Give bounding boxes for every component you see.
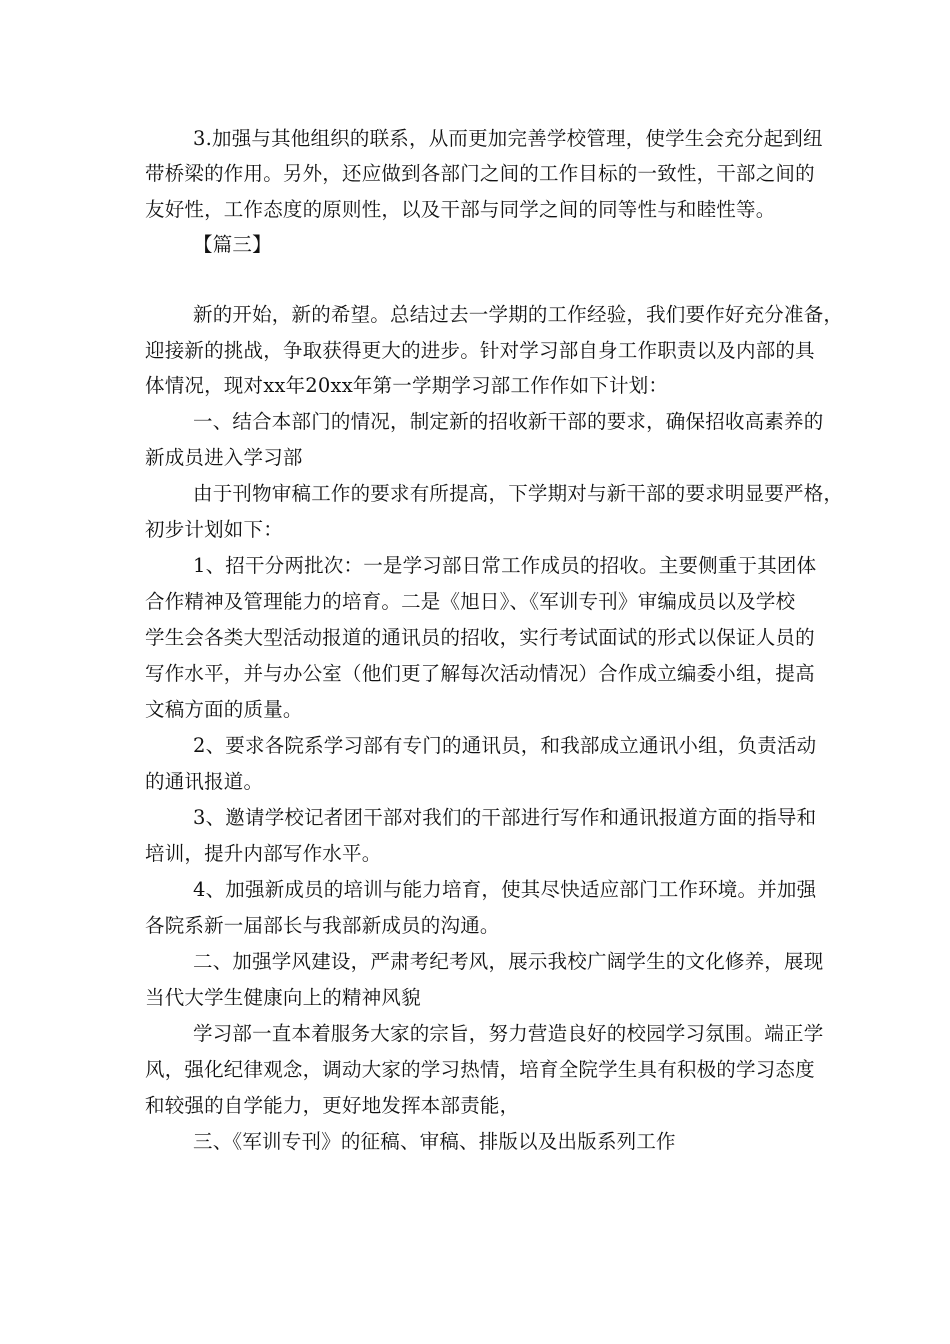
paragraph-line: 和较强的自学能力，更好地发挥本部责能，: [145, 1094, 520, 1117]
paragraph-line: 初步计划如下：: [145, 518, 283, 541]
paragraph-line: 新成员进入学习部: [145, 446, 303, 469]
paragraph-line: 写作水平，并与办公室（他们更了解每次活动情况）合作成立编委小组，提高: [145, 662, 815, 685]
paragraph-line: 各院系新一届部长与我部新成员的沟通。: [145, 914, 500, 937]
paragraph-line: 的通讯报道。: [145, 770, 264, 793]
paragraph-line: 合作精神及管理能力的培育。二是《旭日》、《军训专刊》审编成员以及学校: [145, 590, 796, 613]
paragraph-line: 迎接新的挑战，争取获得更大的进步。针对学习部自身工作职责以及内部的具: [145, 339, 815, 362]
paragraph-line: 4、加强新成员的培训与能力培育，使其尽快适应部门工作环境。并加强: [193, 878, 817, 901]
paragraph-line: 体情况，现对xx年20xx年第一学期学习部工作作如下计划：: [145, 374, 669, 397]
paragraph-line: 培训，提升内部写作水平。: [145, 842, 382, 865]
section-heading: 【篇三】: [193, 233, 272, 256]
paragraph-line: 二、加强学风建设，严肃考纪考风，展示我校广阔学生的文化修养，展现: [193, 950, 824, 973]
paragraph-line: 当代大学生健康向上的精神风貌: [145, 986, 421, 1009]
paragraph-line: 由于刊物审稿工作的要求有所提高，下学期对与新干部的要求明显要严格，: [193, 482, 844, 505]
paragraph-line: 三、《军训专刊》的征稿、审稿、排版以及出版系列工作: [193, 1130, 676, 1153]
paragraph-line: 1、招干分两批次：一是学习部日常工作成员的招收。主要侧重于其团体: [193, 554, 817, 577]
paragraph-line: 友好性，工作态度的原则性，以及干部与同学之间的同等性与和睦性等。: [145, 198, 776, 221]
paragraph-line: 2、要求各院系学习部有专门的通讯员，和我部成立通讯小组，负责活动: [193, 734, 817, 757]
paragraph-line: 风，强化纪律观念，调动大家的学习热情，培育全院学生具有积极的学习态度: [145, 1058, 815, 1081]
paragraph-line: 带桥梁的作用。另外，还应做到各部门之间的工作目标的一致性，干部之间的: [145, 162, 815, 185]
paragraph-line: 文稿方面的质量。: [145, 698, 303, 721]
paragraph-line: 3.加强与其他组织的联系，从而更加完善学校管理，使学生会充分起到纽: [193, 127, 823, 150]
paragraph-line: 新的开始，新的希望。总结过去一学期的工作经验，我们要作好充分准备，: [193, 303, 844, 326]
paragraph-line: 一、结合本部门的情况，制定新的招收新干部的要求，确保招收高素养的: [193, 410, 824, 433]
paragraph-line: 学生会各类大型活动报道的通讯员的招收，实行考试面试的形式以保证人员的: [145, 626, 815, 649]
paragraph-line: 3、邀请学校记者团干部对我们的干部进行写作和通讯报道方面的指导和: [193, 806, 817, 829]
paragraph-line: 学习部一直本着服务大家的宗旨，努力营造良好的校园学习氛围。端正学: [193, 1022, 824, 1045]
